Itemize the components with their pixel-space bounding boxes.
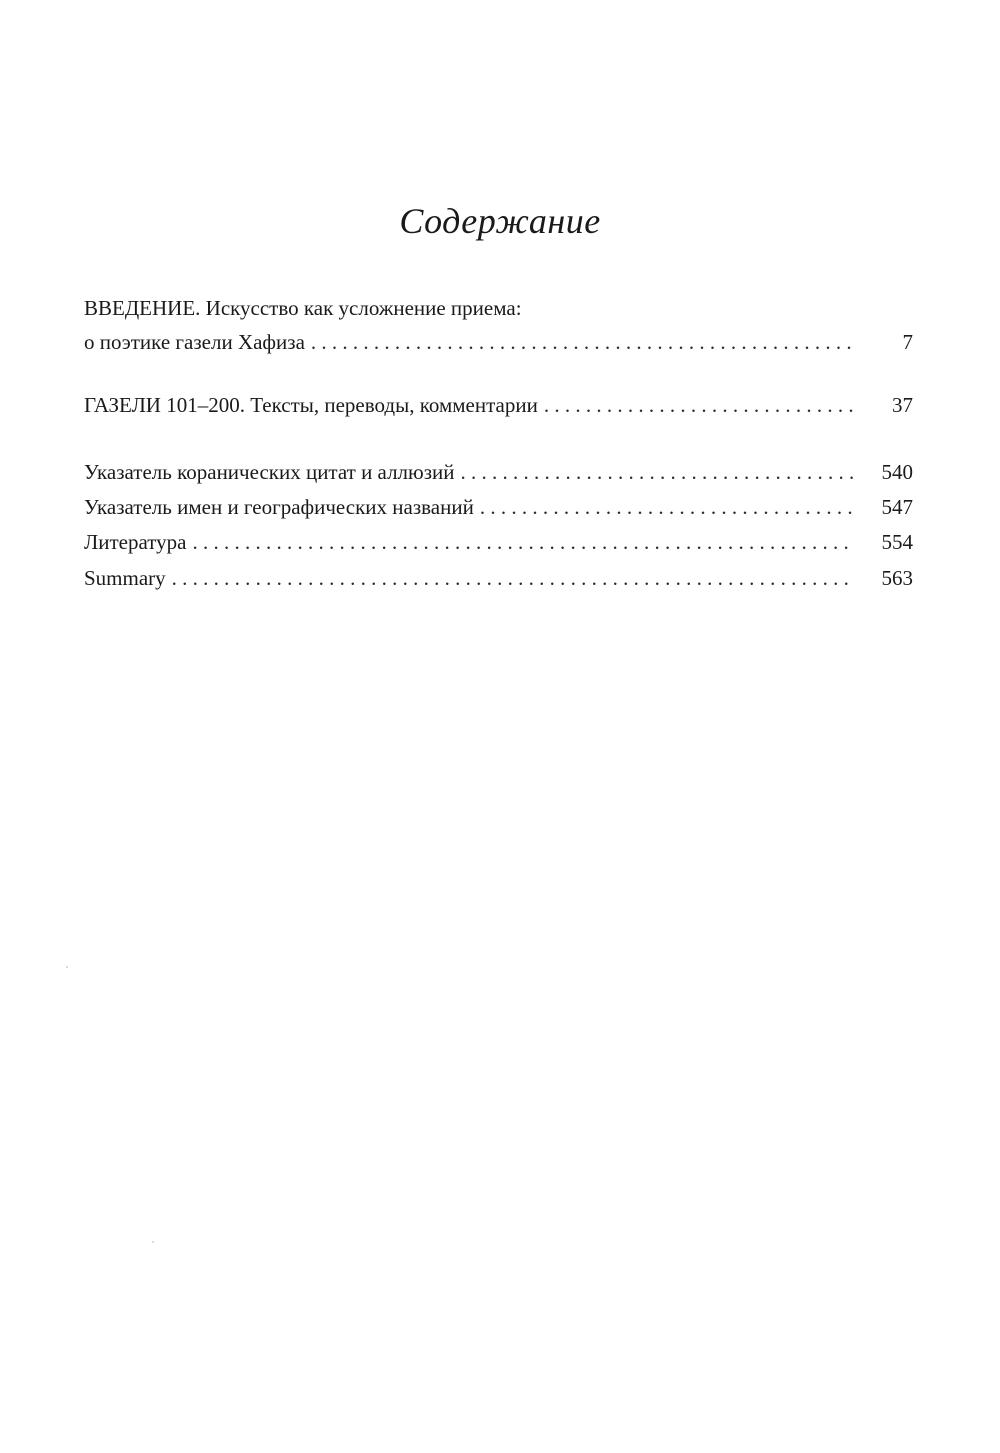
dot-leader (480, 490, 855, 524)
toc-entry-title: Summary (84, 566, 166, 590)
toc-entry-quran-index[interactable] (84, 455, 913, 489)
toc-entry-line (84, 325, 913, 359)
toc-entry-title-continued: о поэтике газели Хафиза (84, 330, 305, 354)
toc-entry-line (84, 490, 913, 524)
dot-leader (192, 525, 855, 559)
toc-entry-title: Литература (84, 530, 187, 554)
toc-page-number: 563 (881, 566, 913, 590)
toc-entry-line (84, 455, 913, 489)
toc-entry-introduction[interactable] (84, 291, 913, 359)
scan-speck (66, 966, 68, 968)
dot-leader (172, 561, 855, 595)
toc-entry-title: Указатель имен и географических названий (84, 495, 474, 519)
page-title: Содержание (399, 201, 601, 241)
dot-leader (460, 455, 855, 489)
toc-entry-title: Указатель коранических цитат и аллюзий (84, 460, 455, 484)
dot-leader (544, 388, 855, 422)
toc-page-number: 540 (881, 460, 913, 484)
scan-speck (152, 1241, 154, 1243)
toc-entry-summary[interactable] (84, 561, 913, 595)
toc-page-number: 547 (881, 495, 913, 519)
toc-entry-names-index[interactable] (84, 490, 913, 524)
toc-entry-literature[interactable] (84, 525, 913, 559)
toc-page-number: 37 (892, 393, 913, 417)
toc-entry-line (84, 388, 913, 422)
toc-page-number: 554 (881, 530, 913, 554)
toc-entry-title: ВВЕДЕНИЕ. Искусство как усложнение приема: (84, 296, 522, 320)
toc-page-number: 7 (902, 330, 913, 354)
toc-entry-line (84, 291, 913, 325)
toc-entry-ghazals[interactable] (84, 388, 913, 422)
toc-entry-line (84, 525, 913, 559)
toc-entry-line (84, 561, 913, 595)
toc-entry-title: ГАЗЕЛИ 101–200. Тексты, переводы, комментарии (84, 393, 538, 417)
dot-leader (311, 325, 855, 359)
